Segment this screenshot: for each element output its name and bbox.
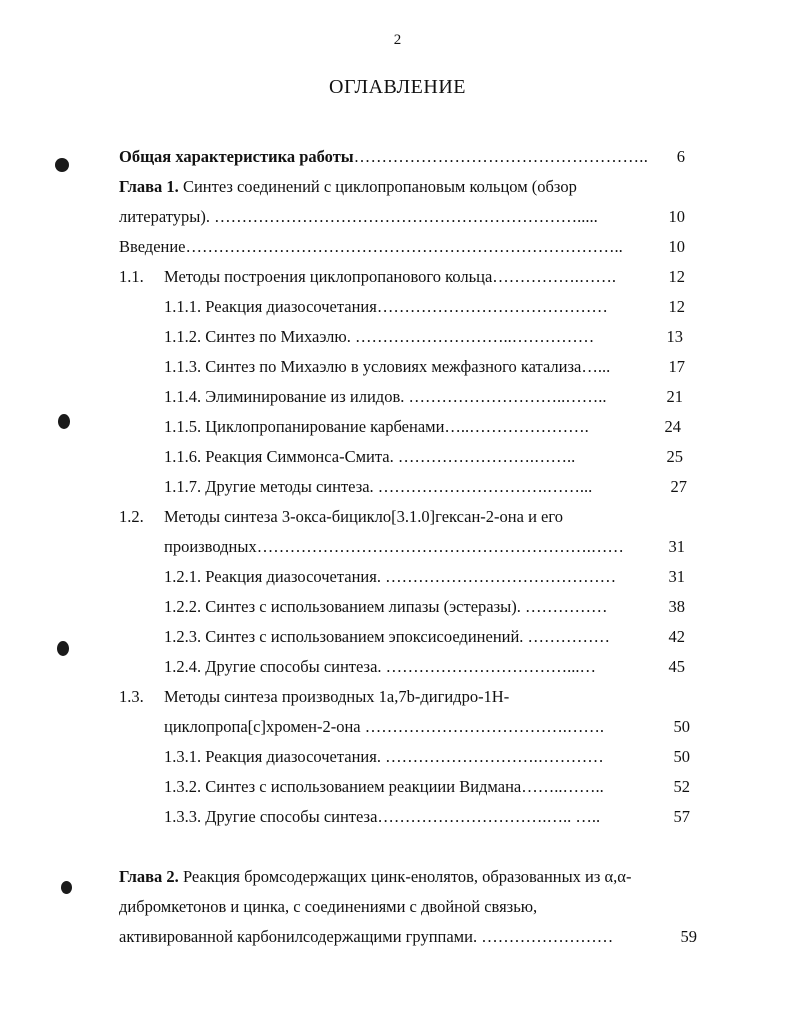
toc-1-3-1: 1.3.1. Реакция диазосочетания. ……………………….………… [164,747,604,766]
toc-1-3-2: 1.3.2. Синтез с использованием реакциии Видмана……..…….. [164,777,604,796]
toc-section-1-2-page: 31 [668,537,685,556]
toc-1-1-3-page: 17 [668,357,685,376]
scan-spot-2 [58,414,70,429]
toc-general-label: Общая характеристика работы [119,147,354,166]
toc-1-1-1: 1.1.1. Реакция диазосочетания…………………………………… [164,297,608,316]
toc-section-1-2-cont: производных…………………………………………………….…… [164,537,624,556]
toc-intro-page: 10 [668,237,685,256]
toc-1-2-3-page: 42 [668,627,685,646]
scan-spot-4 [61,881,72,894]
toc-chapter-2: Глава 2. Реакция бромсодержащих цинк-енолятов, образованных из α,α- [119,867,632,886]
scan-spot-1 [55,158,69,172]
toc-general-page: 6 [676,147,685,166]
toc-section-1-3-page: 50 [673,717,690,736]
toc-section-1-3-num: 1.3. [119,687,144,706]
toc-1-2-3: 1.2.3. Синтез с использованием эпоксисоединений. …………… [164,627,611,646]
toc-1-2-1-page: 31 [668,567,685,586]
toc-1-1-5-page: 24 [664,417,681,436]
page-title: ОГЛАВЛЕНИЕ [329,76,466,98]
toc-1-1-6-page: 25 [666,447,683,466]
toc-section-1-1: Методы построения циклопропанового кольца…………….……. [164,267,617,286]
scan-spot-3 [57,641,69,656]
toc-1-1-1-page: 12 [668,297,685,316]
toc-1-1-7-page: 27 [670,477,687,496]
toc-chapter-2-line3: активированной карбонилсодержащими группами. …………………… [119,927,614,946]
toc-chapter-2-line2: дибромкетонов и цинка, с соединениями с двойной связью, [119,897,538,916]
toc-1-1-4: 1.1.4. Элиминирование из илидов. ………………………..…….. [164,387,607,406]
toc-section-1-1-page: 12 [668,267,685,286]
toc-1-1-4-page: 21 [666,387,683,406]
toc-1-2-2-page: 38 [668,597,685,616]
toc-section-1-3-cont: циклопропа[c]хромен-2-она ……………………………….……. [164,717,605,736]
toc-1-3-2-page: 52 [673,777,690,796]
toc-1-1-2-page: 13 [666,327,683,346]
toc-1-2-4: 1.2.4. Другие способы синтеза. ……………………………...… [164,657,597,676]
toc-1-2-1: 1.2.1. Реакция диазосочетания. …………………………………… [164,567,617,586]
toc-intro: Введение…………………………………………………………………….. [119,237,623,256]
toc-chapter-1-page: 10 [668,207,685,226]
toc-1-1-3: 1.1.3. Синтез по Михаэлю в условиях межфазного катализа…... [164,357,611,376]
toc-general: Общая характеристика работы…………………………………………….. [119,147,649,166]
page-number: 2 [393,32,402,48]
toc-section-1-2-num: 1.2. [119,507,144,526]
toc-1-1-6: 1.1.6. Реакция Симмонса-Смита. …………………….…….. [164,447,576,466]
toc-1-1-7: 1.1.7. Другие методы синтеза. ………………………….……... [164,477,593,496]
toc-section-1-3: Методы синтеза производных 1a,7b-дигидро-1H- [164,687,510,706]
toc-chapter-1-cont: литературы). …………………………………………………………..... [119,207,598,226]
toc-1-1-2: 1.1.2. Синтез по Михаэлю. ………………………..…………… [164,327,595,346]
toc-1-2-2: 1.2.2. Синтез с использованием липазы (эстеразы). …………… [164,597,608,616]
toc-section-1-2: Методы синтеза 3-окса-бицикло[3.1.0]гексан-2-она и его [164,507,563,526]
toc-1-3-3: 1.3.3. Другие способы синтеза………………………….….. ….. [164,807,601,826]
toc-1-3-3-page: 57 [673,807,690,826]
toc-chapter-2-page: 59 [680,927,697,946]
toc-1-3-1-page: 50 [673,747,690,766]
toc-1-2-4-page: 45 [668,657,685,676]
toc-section-1-1-num: 1.1. [119,267,144,286]
toc-chapter-1: Глава 1. Синтез соединений с циклопропановым кольцом (обзор [119,177,577,196]
toc-1-1-5: 1.1.5. Циклопропанирование карбенами…..…………………. [164,417,589,436]
